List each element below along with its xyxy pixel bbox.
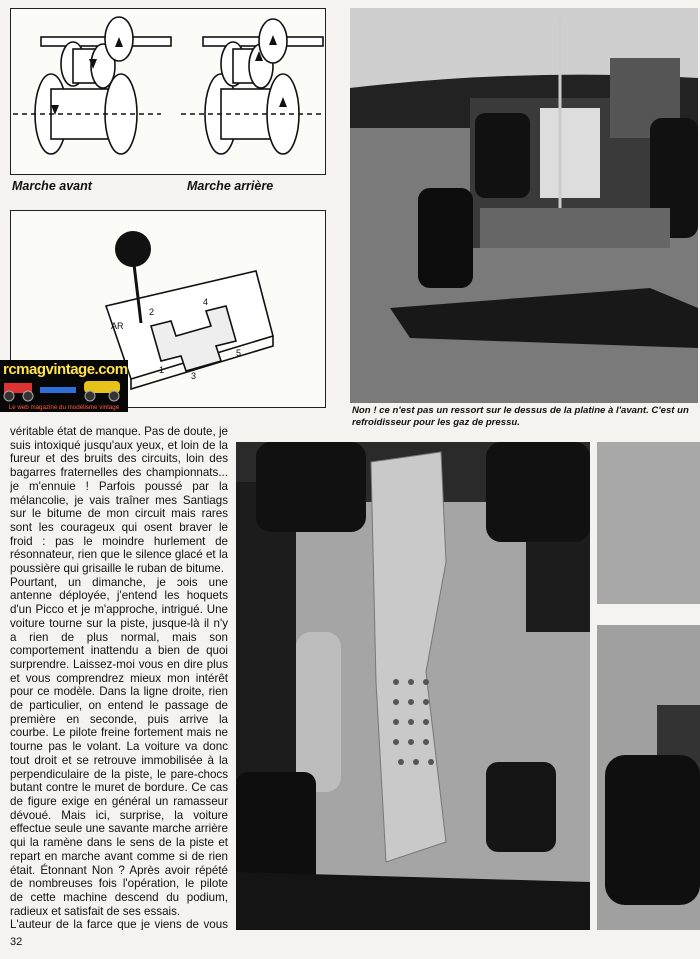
gate-label-2: 2 xyxy=(149,307,155,317)
page-number: 32 xyxy=(10,936,23,948)
gate-label-1: 1 xyxy=(159,365,165,375)
article-paragraph: L'auteur de la farce que je viens de vous xyxy=(10,918,228,930)
gate-label-5: 5 xyxy=(236,348,242,358)
forward-label: Marche avant xyxy=(12,179,92,193)
article-body xyxy=(10,425,228,930)
watermark-logo xyxy=(0,360,128,412)
gate-label-4: 4 xyxy=(203,297,209,307)
gear-diagram xyxy=(10,8,326,175)
photo-car-front xyxy=(350,8,698,403)
photo-right-bottom xyxy=(597,625,700,930)
rc-car-icon xyxy=(0,377,128,417)
gate-label-3: 3 xyxy=(191,371,197,381)
photo-chassis xyxy=(236,442,590,930)
watermark-title: rcmagvintage.com xyxy=(3,361,128,378)
reverse-label: Marche arrière xyxy=(187,179,274,193)
photo-right-top xyxy=(597,442,700,604)
gate-label-ar: AR xyxy=(111,321,124,331)
article-paragraph: Pourtant, un dimanche, je ɔois une antenne déployée, j'entend les hoquets d'un Picco et je m'approche, intrigué. Une voiture tourne sur la piste, jusque-là il n'y a rien de plus normal, mais son comportement inattendu a bien de quoi surprendre. Laissez-moi vous en dire plus et vous comprendrez mieux mon intérêt pour ce modèle. Dans la ligne droite, rien de particulier, on entend le passage de première en seconde, puis arrive la courbe. Le pilote freine fortement mais ne tourne pas le volant. La voiture va donc tout droit et se retrouve immobilisée à la perpendiculaire de la piste, le pare-chocs butant contre le muret de bordure. Ce cas de figure exige en général un ramasseur dévoué. Mais ici, surprise, la voiture effectue seule une savante marche arrière qui la ramène dans le sens de la piste et repart en marche avant comme si de rien était. Étonnant Non ? Après avoir répété de nombreuses fois l'opération, le pilote de cette machine descend du podium, radieux et satisfait de ses essais. xyxy=(10,575,228,918)
shift-knob-icon xyxy=(115,231,151,267)
gear-diagram-drawing xyxy=(11,9,324,173)
photo-caption: Non ! ce n'est pas un ressort sur le dessus de la platine à l'avant. C'est un refroidisseur pour les gaz de pressu. xyxy=(352,405,689,428)
watermark-subtitle: Le web magazine du modélisme vintage xyxy=(8,404,120,411)
article-paragraph: véritable état de manque. Pas de doute, je suis intoxiqué jusqu'aux yeux, et loin de la fureur et des bruits des circuits, loin des bagarres fraternelles des championnats... je m'ennuie ! Parfois poussé par la mélancolie, je vais traîner mes Santiags sur le bitume de mon circuit mais rares sont les courageux qui osent braver le froid : pas le moindre hurlement de résonnateur, rien que le silence glacé et la poussière qui grisaille le ruban de bitume. xyxy=(10,425,228,576)
